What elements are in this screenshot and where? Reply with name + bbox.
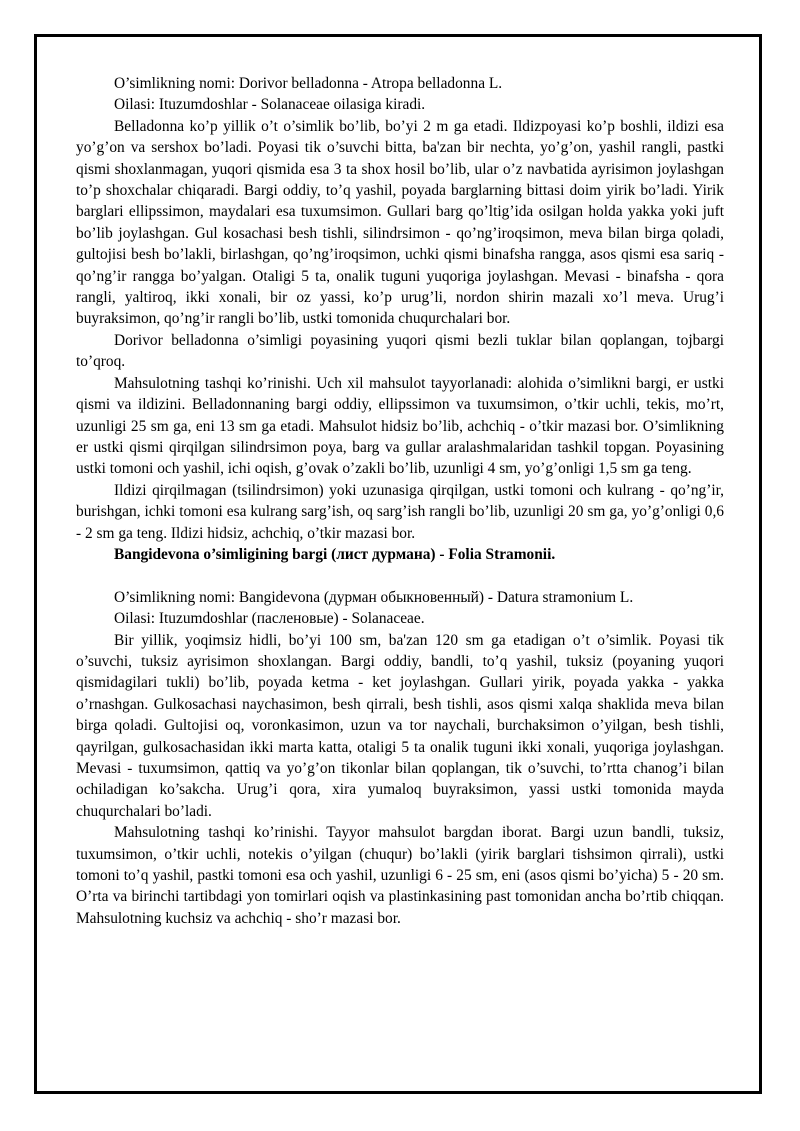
stem-note-paragraph: Dorivor belladonna o’simligi poyasining yuqori qismi bezli tuklar bilan qoplangan, tojbargi to’qroq. — [76, 331, 724, 371]
family-paragraph: Oilasi: Ituzumdoshlar - Solanaceae oilasiga kiradi. — [114, 96, 426, 114]
plant-name-paragraph-2: O’simlikning nomi: Bangidevona (дурман обыкновенный) - Datura stramonium L. — [114, 588, 634, 606]
document-body — [76, 73, 724, 929]
family-paragraph-2: Oilasi: Ituzumdoshlar (пасленовые) - Solanaceae. — [114, 610, 425, 628]
plant-name-paragraph: O’simlikning nomi: Dorivor belladonna - Atropa belladonna L. — [114, 75, 503, 92]
description-paragraph: Belladonna ko’p yillik o’t o’simlik bo’lib, bo’yi 2 m ga etadi. Ildizpoyasi ko’p boshli, ildizi esa yo’g’on va sershox bo’ladi. Poyasi tik o’suvchi bitta, ba'zan bir nechta, yo’g’on, yashil rangli, pastki qismi shoxlanmagan, yuqori qismida esa 3 ta shox hosil bo’lib, ular o’z navbatida ayrisimon joylashgan to’p shoxchalar chiqaradi. Bargi oddiy, to’q yashil, poyada barglarning bittasi doim yirik bo’ladi. Yirik barglari ellipssimon, maydalari esa tuxumsimon. Gullari barg qo’ltig’ida osilgan holda yakka yoki juft bo’lib joylashgan. Gul kosachasi besh tishli, silindrsimon - qo’ng’iroqsimon, meva bilan birga qoladi, gultojisi besh bo’lakli, birlashgan, qo’ng’iroqsimon, uchki qismi binafsha rangga, asos qismi esa sariq - qo’ng’ir rangga bo’yalgan. Otaligi 5 ta, onalik tuguni yuqoriga joylashgan. Mevasi - binafsha - qora rangli, yaltiroq, ikki xonali, bir oz yassi, ko’p urug’li, nordon shirin mazali xo’l meva. Urug’i buyraksimon, qo’ng’ir rangli bo’lib, ustki tomonida chuqurchalari bor. — [76, 117, 724, 328]
product-appearance-paragraph-2: Mahsulotning tashqi ko’rinishi. Tayyor mahsulot bargdan iborat. Bargi uzun bandli, tuksiz, tuxumsimon, o’tkir uchli, notekis o’yilgan (chuqur) bo’lakli (yirik barglari tishsimon qirrali), ustki tomoni to’q yashil, pastki tomoni esa och yashil, uzunligi 6 - 25 sm, eni (asos qismi bo’yicha) 5 - 20 sm. O’rta va birinchi tartibdagi yon tomirlari oqish va plastinkasining past tomonidan ancha bo’rtib chiqqan. Mahsulotning kuchsiz va achchiq - sho’r mazasi bor. — [76, 824, 724, 927]
spacer — [76, 565, 724, 586]
description-paragraph-2: Bir yillik, yoqimsiz hidli, bo’yi 100 sm, ba'zan 120 sm ga etadigan o’t o’simlik. Poyasi tik o’suvchi, tuksiz ayrisimon shoxlangan. Bargi oddiy, bandli, to’q yashil, tuksiz (poyaning yuqori qismidagilari tukli) bo’lib, poyada ketma - ket joylashgan. Gullari yirik, poyada yakka - yakka o’rnashgan. Gulkosachasi naychasimon, besh qirrali, besh tishli, asos qismi xalqa shaklida meva bilan birga qoladi. Gultojisi oq, voronkasimon, uzun va tor naychali, burchaksimon o’yilgan, besh tishli, qayrilgan, gulkosachasidan ikki marta katta, otaligi 5 ta onalik tuguni ikki xonali, yuqoriga joylashgan. Mevasi - tuxumsimon, qattiq va yo’g’on tikonlar bilan qoplangan, tik o’suvchi, to’rtta chanog’i bilan ochiladigan ko’sakcha. Urug’i qora, xira yumaloq buyraksimon, yassi ustki tomonida mayda chuqurchalari bo’ladi. — [76, 631, 724, 820]
product-appearance-paragraph: Mahsulotning tashqi ko’rinishi. Uch xil mahsulot tayyorlanadi: alohida o’simlikni bargi, er ustki qismi va ildizini. Belladonnaning bargi oddiy, ellipssimon va tuxumsimon, o’tkir uchli, tekis, mo’rt, uzunligi 25 sm ga, eni 13 sm ga etadi. Mahsulot hidsiz bo’lib, achchiq - o’tkir mazasi bor. O’simlikning er ustki qismi qirqilgan silindrsimon poya, barg va gullar aralashmalaridan tashkil topgan. Poyasining ustki tomoni och yashil, ichi oqish, g’ovak o’zakli bo’lib, uzunligi 4 sm, yo’g’onligi 1,5 sm ga teng. — [76, 374, 724, 478]
section-heading: Bangidevona o’simligining bargi (лист дурмана) - Folia Stramonii. — [114, 545, 556, 563]
root-description-paragraph: Ildizi qirqilmagan (tsilindrsimon) yoki uzunasiga qirqilgan, ustki tomoni och kulrang - qo’ng’ir, burishgan, ichki tomoni esa kulrang sarg’ish, oq sarg’ish rangli bo’lib, uzunligi 20 sm ga, yo’g’onligi 0,6 - 2 sm ga teng. Ildizi hidsiz, achchiq, o’tkir mazasi bor. — [76, 481, 724, 542]
